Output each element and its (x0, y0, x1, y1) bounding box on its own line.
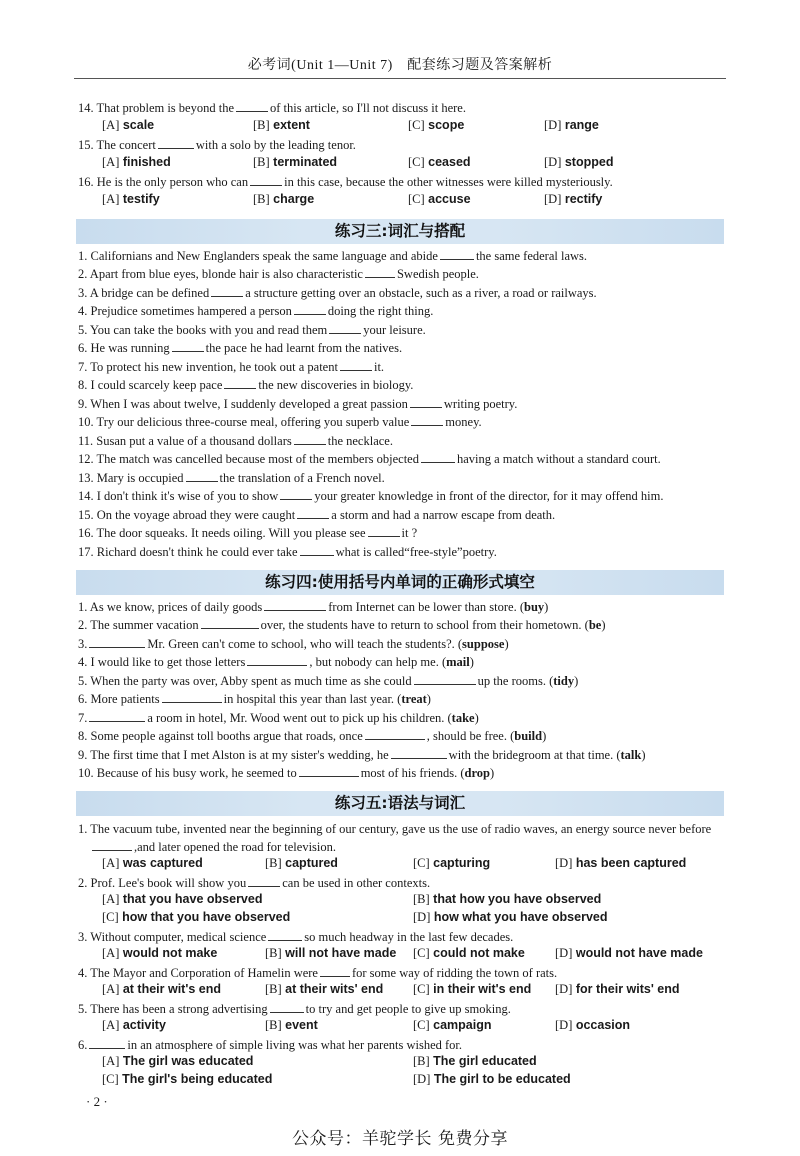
option-b[interactable]: [B] that how you have observed (413, 892, 602, 906)
list-item: 6. More patients in hospital this year than last year. (treat) (78, 692, 431, 706)
page-header: 必考词(Unit 1—Unit 7) 配套练习题及答案解析 (247, 58, 553, 73)
question-4: 4. The Mayor and Corporation of Hamelin were for some way of ridding the town of rats. (78, 966, 558, 980)
list-item: 5. When the party was over, Abby spent as much time as she could up the rooms. (tidy) (78, 674, 579, 688)
option-c[interactable]: [C] The girl's being educated (102, 1072, 273, 1086)
section-title: 练习四:使用括号内单词的正确形式填空 (76, 570, 724, 595)
option-a[interactable]: [A] was captured (102, 856, 203, 870)
list-item: 12. The match was cancelled because most of the members objected having a match without a standard court. (78, 452, 661, 466)
list-item: 4. Prejudice sometimes hampered a person doing the right thing. (78, 304, 434, 318)
question-14: 14. That problem is beyond the of this article, so I'll not discuss it here. (78, 101, 466, 115)
question-1: 1. The vacuum tube, invented near the beginning of our century, gave us the use of radio waves, an energy source never before (78, 822, 712, 836)
option-b[interactable]: [B] The girl educated (413, 1054, 537, 1068)
option-d[interactable]: [D] has been captured (555, 856, 687, 870)
option-d[interactable]: [D] The girl to be educated (413, 1072, 571, 1086)
list-item: 1. As we know, prices of daily goods from Internet can be lower than store. (buy) (78, 600, 549, 614)
option-c[interactable]: [C] could not make (413, 946, 525, 960)
list-item: 11. Susan put a value of a thousand dollars the necklace. (78, 434, 393, 448)
option-c[interactable]: [C] accuse (408, 192, 471, 206)
option-c[interactable]: [C] in their wit's end (413, 982, 532, 996)
question-16: 16. He is the only person who can in this case, because the other witnesses were killed mysteriously. (78, 175, 613, 189)
question-5: 5. There has been a strong advertising to try and get people to give up smoking. (78, 1002, 511, 1016)
list-item: 7. a room in hotel, Mr. Wood went out to pick up his children. (take) (78, 711, 479, 725)
option-d[interactable]: [D] would not have made (555, 946, 703, 960)
option-a[interactable]: [A] at their wit's end (102, 982, 221, 996)
question-3: 3. Without computer, medical science so much headway in the last few decades. (78, 930, 514, 944)
option-b[interactable]: [B] event (265, 1018, 318, 1032)
list-item: 3. A bridge can be defined a structure getting over an obstacle, such as a river, a road or railways. (78, 286, 597, 300)
question-6: 6. in an atmosphere of simple living was what her parents wished for. (78, 1038, 463, 1052)
list-item: 2. The summer vacation over, the students have to return to school from their hometown. (be) (78, 618, 606, 632)
list-item: 8. I could scarcely keep pace the new discoveries in biology. (78, 378, 414, 392)
list-item: 7. To protect his new invention, he took out a patent it. (78, 360, 385, 374)
list-item: 4. I would like to get those letters , but nobody can help me. (mail) (78, 655, 474, 669)
list-item: 9. The first time that I met Alston is at my sister's wedding, he with the bridegroom at that time. (talk) (78, 748, 646, 762)
option-a[interactable]: [A] that you have observed (102, 892, 263, 906)
option-a[interactable]: [A] activity (102, 1018, 166, 1032)
list-item: 10. Because of his busy work, he seemed to most of his friends. (drop) (78, 766, 495, 780)
option-d[interactable]: [D] rectify (544, 192, 603, 206)
page-number: · 2 · (86, 1094, 108, 1109)
option-b[interactable]: [B] charge (253, 192, 315, 206)
header-divider (74, 78, 726, 79)
option-b[interactable]: [B] captured (265, 856, 338, 870)
footer-watermark: 公众号：羊驼学长 免费分享 (292, 1129, 508, 1149)
list-item: 9. When I was about twelve, I suddenly developed a great passion writing poetry. (78, 397, 518, 411)
list-item: 6. He was running the pace he had learnt from the natives. (78, 341, 403, 355)
section-title: 练习五:语法与词汇 (76, 791, 724, 816)
option-b[interactable]: [B] terminated (253, 155, 338, 169)
list-item: 14. I don't think it's wise of you to show your greater knowledge in front of the director, for it may offend him. (78, 489, 664, 503)
list-item: 2. Apart from blue eyes, blonde hair is also characteristic Swedish people. (78, 267, 479, 281)
list-item: 5. You can take the books with you and read them your leisure. (78, 323, 426, 337)
list-item: 17. Richard doesn't think he could ever take what is called“free-style”poetry. (78, 545, 497, 559)
option-d[interactable]: [D] how what you have observed (413, 910, 608, 924)
option-d[interactable]: [D] for their wits' end (555, 982, 680, 996)
option-d[interactable]: [D] range (544, 118, 599, 132)
list-item: 16. The door squeaks. It needs oiling. Will you please see it ? (78, 526, 418, 540)
option-b[interactable]: [B] extent (253, 118, 310, 132)
option-c[interactable]: [C] campaign (413, 1018, 492, 1032)
list-item: 8. Some people against toll booths argue that roads, once , should be free. (build) (78, 729, 547, 743)
option-c[interactable]: [C] how that you have observed (102, 910, 291, 924)
option-b[interactable]: [B] at their wits' end (265, 982, 384, 996)
list-item: 15. On the voyage abroad they were caught a storm and had a narrow escape from death. (78, 508, 556, 522)
option-c[interactable]: [C] capturing (413, 856, 491, 870)
option-c[interactable]: [C] scope (408, 118, 465, 132)
option-c[interactable]: [C] ceased (408, 155, 471, 169)
list-item: 1. Californians and New Englanders speak the same language and abide the same federal laws. (78, 249, 588, 263)
option-d[interactable]: [D] occasion (555, 1018, 631, 1032)
question-15: 15. The concert with a solo by the leading tenor. (78, 138, 356, 152)
option-a[interactable]: [A] testify (102, 192, 160, 206)
list-item: 3. Mr. Green can't come to school, who will teach the students?. (suppose) (78, 637, 509, 651)
question-1-continued: ,and later opened the road for television. (78, 839, 728, 855)
option-a[interactable]: [A] The girl was educated (102, 1054, 254, 1068)
option-a[interactable]: [A] would not make (102, 946, 218, 960)
option-d[interactable]: [D] stopped (544, 155, 614, 169)
list-item: 13. Mary is occupied the translation of a French novel. (78, 471, 385, 485)
option-b[interactable]: [B] will not have made (265, 946, 397, 960)
option-a[interactable]: [A] finished (102, 155, 171, 169)
section-title: 练习三:词汇与搭配 (76, 219, 724, 244)
option-a[interactable]: [A] scale (102, 118, 155, 132)
list-item: 10. Try our delicious three-course meal, offering you superb value money. (78, 415, 482, 429)
question-2: 2. Prof. Lee's book will show you can be used in other contexts. (78, 876, 431, 890)
